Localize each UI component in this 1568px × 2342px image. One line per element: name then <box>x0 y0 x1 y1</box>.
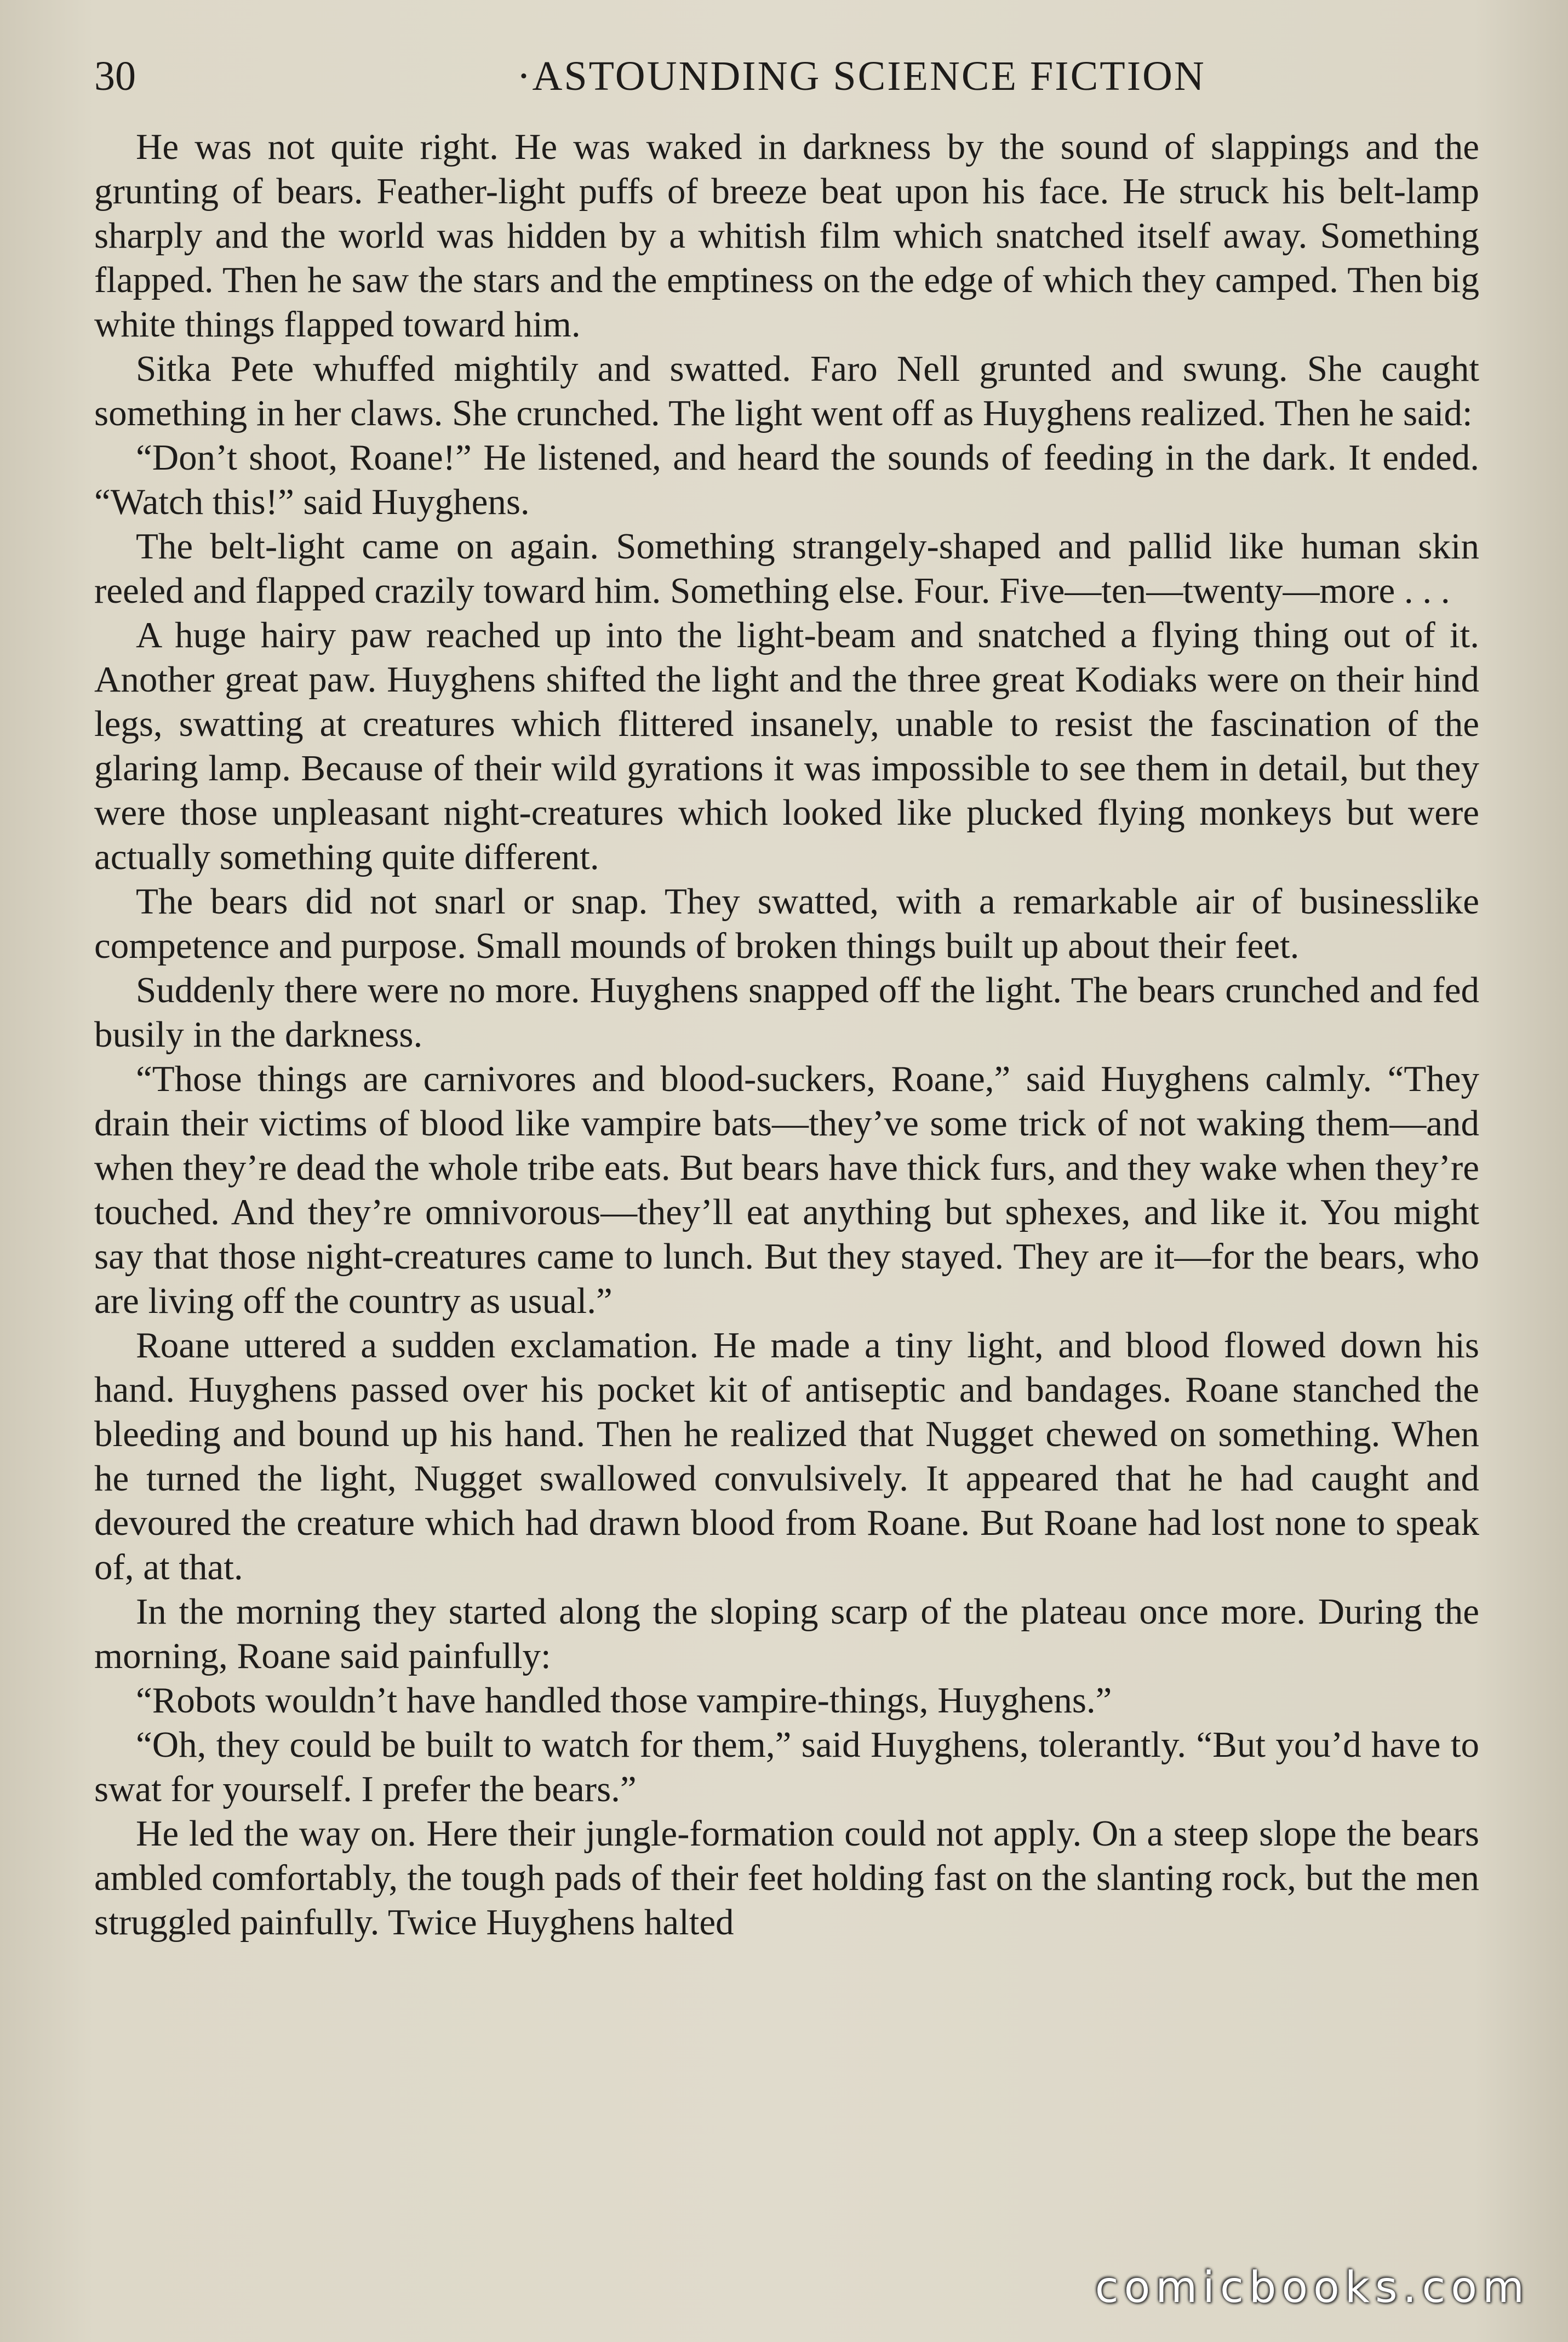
paragraph: He was not quite right. He was waked in darkness by the sound of slappings and the grunting of bears. Feather-light puffs of breeze beat upon his face. He struck his belt-lamp sharply and the world was hidden by a whitish film which snatched itself away. Something flapped. Then he saw the stars and the emptiness on the edge of which they camped. Then big white things flapped toward him. <box>94 127 1479 345</box>
paragraph: The belt-light came on again. Something strangely-shaped and pallid like human skin reeled and flapped crazily toward him. Something else. Four. Five—ten—twenty—more . . . <box>94 526 1479 611</box>
paragraph: A huge hairy paw reached up into the light-beam and snatched a flying thing out of it. Another great paw. Huyghens shifted the light and the three great Kodiaks were on their hind legs, swatting at creatures which flittered insanely, unable to resist the fascination of the glaring lamp. Because of their wild gyrations it was impossible to see them in detail, but they were those unpleasant night-creatures which looked like plucked flying monkeys but were actually something quite different. <box>94 615 1479 877</box>
paragraph: In the morning they started along the sloping scarp of the plateau once more. During the morning, Roane said painfully: <box>94 1591 1479 1676</box>
paragraph: “Those things are carnivores and blood-suckers, Roane,” said Huyghens calmly. “They drain their victims of blood like vampire bats—they’ve some trick of not waking them—and when they’re dead the whole tribe eats. But bears have thick furs, and they wake when they’re touched. And they’re omnivorous—they’ll eat anything but sphexes, and like it. You might say that those night-creatures came to lunch. But they stayed. They are it—for the bears, who are living off the country as usual.” <box>94 1059 1479 1321</box>
paragraph: The bears did not snarl or snap. They swatted, with a remarkable air of businesslike competence and purpose. Small mounds of broken things built up about their feet. <box>94 881 1479 966</box>
paragraph: “Don’t shoot, Roane!” He listened, and heard the sounds of feeding in the dark. It ended. “Watch this!” said Huyghens. <box>94 437 1479 522</box>
watermark: comicbooks.com <box>1095 2263 1530 2312</box>
paragraph: Suddenly there were no more. Huyghens snapped off the light. The bears crunched and fed busily in the darkness. <box>94 970 1479 1055</box>
paragraph: He led the way on. Here their jungle-formation could not apply. On a steep slope the bears ambled comfortably, the tough pads of their feet holding fast on the slanting rock, but the men struggled painfully. Twice Huyghens halted <box>94 1813 1479 1943</box>
page-number: 30 <box>94 53 136 99</box>
paragraph: Roane uttered a sudden exclamation. He made a tiny light, and blood flowed down his hand. Huyghens passed over his pocket kit of antiseptic and bandages. Roane stanched the bleeding and bound up his hand. Then he realized that Nugget chewed on something. When he turned the light, Nugget swallowed convulsively. It appeared that he had caught and devoured the creature which had drawn blood from Roane. But Roane had lost none to speak of, at that. <box>94 1325 1479 1587</box>
page-header <box>94 46 1475 106</box>
paragraph: “Oh, they could be built to watch for them,” said Huyghens, tolerantly. “But you’d have to swat for yourself. I prefer the bears.” <box>94 1724 1479 1809</box>
body-text <box>94 125 1479 1945</box>
paragraph: “Robots wouldn’t have handled those vampire-things, Huyghens.” <box>136 1680 1112 1721</box>
paragraph: Sitka Pete whuffed mightily and swatted. Faro Nell grunted and swung. She caught something in her claws. She crunched. The light went off as Huyghens realized. Then he said: <box>94 349 1479 433</box>
running-title: ·ASTOUNDING SCIENCE FICTION <box>517 53 1206 99</box>
